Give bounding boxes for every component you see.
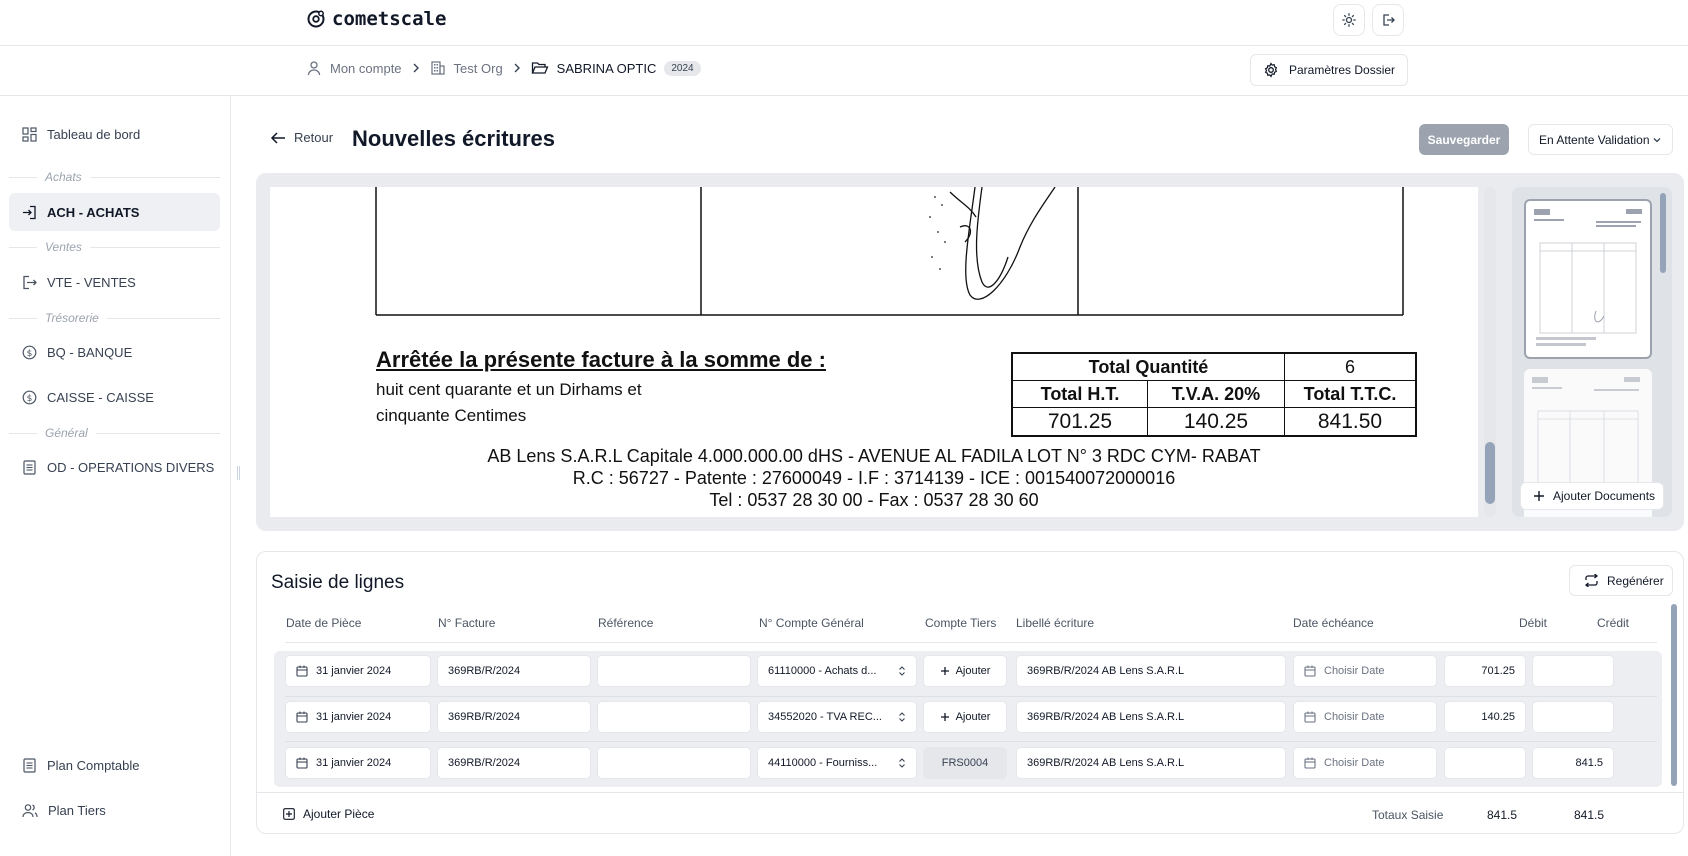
calendar-icon xyxy=(1304,711,1316,723)
sidebar-item-od[interactable] xyxy=(9,448,220,486)
sidebar-item-label: VTE - VENTES xyxy=(47,274,136,290)
invoice-values-row xyxy=(1013,408,1415,435)
sidebar-item-label: OD - OPERATIONS DIVERS xyxy=(47,459,215,475)
invoice-number-input[interactable]: 369RB/R/2024 xyxy=(437,747,591,779)
breadcrumb-org[interactable]: Test Org xyxy=(453,60,503,76)
account-select[interactable] xyxy=(757,747,917,779)
row-divider xyxy=(285,696,1657,697)
ht-value: 701.25 xyxy=(1013,408,1148,435)
reference-input[interactable] xyxy=(597,655,751,687)
breadcrumb xyxy=(306,60,701,76)
sidebar-resize-handle[interactable] xyxy=(237,466,240,480)
account-select[interactable] xyxy=(757,701,917,733)
plus-icon xyxy=(940,666,950,676)
chevron-updown-icon xyxy=(898,711,906,723)
sidebar-item-banque[interactable] xyxy=(9,333,220,371)
sidebar-item-label: CAISSE - CAISSE xyxy=(47,389,154,405)
sidebar xyxy=(0,96,231,856)
save-button[interactable]: Sauvegarder xyxy=(1419,124,1509,155)
chevron-right-icon xyxy=(410,62,422,74)
add-documents-button[interactable] xyxy=(1520,482,1664,510)
breadcrumb-dossier[interactable]: SABRINA OPTIC xyxy=(556,60,657,76)
plus-icon xyxy=(1533,490,1545,502)
date-picker[interactable] xyxy=(285,701,431,733)
breadcrumb-bar xyxy=(0,46,1688,96)
sidebar-item-caisse[interactable] xyxy=(9,378,220,416)
chevron-updown-icon xyxy=(898,757,906,769)
group-label: Ventes xyxy=(45,240,82,254)
ttc-value: 841.50 xyxy=(1317,409,1383,433)
add-tiers-label: Ajouter xyxy=(955,711,991,723)
invoice-grid-lines xyxy=(270,187,1478,327)
date-value: 31 janvier 2024 xyxy=(316,757,392,769)
date-value: 31 janvier 2024 xyxy=(316,665,392,677)
calendar-icon xyxy=(296,757,308,769)
add-tiers-label: Ajouter xyxy=(955,665,991,677)
date-picker[interactable] xyxy=(285,747,431,779)
sidebar-item-label: BQ - BANQUE xyxy=(47,344,133,360)
svg-text:$: $ xyxy=(26,348,33,359)
breadcrumb-account[interactable]: Mon compte xyxy=(330,60,402,76)
debit-input[interactable]: 701.25 xyxy=(1444,655,1526,687)
credit-input[interactable]: 841.5 xyxy=(1532,747,1614,779)
document-scrollbar-thumb[interactable] xyxy=(1485,442,1495,504)
sidebar-item-dashboard[interactable] xyxy=(9,115,220,153)
chevron-updown-icon xyxy=(898,665,906,677)
document-scrollbar[interactable] xyxy=(1484,187,1496,517)
column-header: Date de Pièce xyxy=(286,616,362,630)
account-value: 44110000 - Fourniss... xyxy=(768,757,878,769)
lines-scrollbar[interactable] xyxy=(1671,604,1677,786)
regenerate-label: Regénérer xyxy=(1607,573,1664,588)
tiers-code-badge[interactable]: FRS0004 xyxy=(923,747,1007,779)
sidebar-item-label: Plan Tiers xyxy=(48,802,106,818)
logout-icon xyxy=(22,275,37,290)
plus-icon xyxy=(940,712,950,722)
sidebar-group-tresorerie xyxy=(9,311,220,325)
back-button[interactable] xyxy=(270,130,333,145)
app-logo[interactable] xyxy=(306,8,446,30)
account-select[interactable] xyxy=(757,655,917,687)
column-header: Débit xyxy=(1518,616,1547,630)
sun-icon xyxy=(1342,13,1356,27)
column-header: Libellé écriture xyxy=(1016,616,1095,630)
lines-section xyxy=(256,551,1684,834)
back-label: Retour xyxy=(294,130,334,145)
status-value: En Attente Validation xyxy=(1539,132,1650,147)
invoice-totals-table xyxy=(1011,352,1417,437)
debit-input[interactable] xyxy=(1444,747,1526,779)
ht-label: Total H.T. xyxy=(1013,381,1148,407)
logo-text: cometscale xyxy=(332,8,447,30)
stamp-dots xyxy=(929,196,946,270)
dossier-settings-label: Paramètres Dossier xyxy=(1289,63,1396,77)
page-title: Nouvelles écritures xyxy=(352,126,555,151)
document-icon xyxy=(22,758,37,773)
ttc-label: Total T.T.C. xyxy=(1303,383,1397,404)
column-header: N° Facture xyxy=(438,616,496,630)
sidebar-item-label: Tableau de bord xyxy=(47,126,141,142)
building-icon xyxy=(430,60,446,76)
add-piece-button[interactable] xyxy=(283,807,374,821)
date-picker[interactable] xyxy=(285,655,431,687)
group-label: Général xyxy=(45,426,88,440)
due-date-placeholder: Choisir Date xyxy=(1324,757,1385,769)
invoice-footer xyxy=(270,445,1478,511)
theme-toggle-button[interactable] xyxy=(1333,4,1365,36)
invoice-amount-words xyxy=(376,347,826,429)
due-date-picker[interactable] xyxy=(1293,701,1437,733)
sidebar-item-plan-tiers[interactable] xyxy=(9,791,220,829)
document-thumbnail[interactable] xyxy=(1524,199,1652,359)
qty-label: Total Quantité xyxy=(1013,354,1285,380)
sidebar-group-general xyxy=(9,426,220,440)
due-date-picker[interactable] xyxy=(1293,655,1437,687)
dollar-circle-icon xyxy=(22,390,37,405)
folder-open-icon xyxy=(531,60,549,76)
top-bar xyxy=(0,0,1688,46)
qty-value: 6 xyxy=(1344,356,1355,377)
account-value: 61110000 - Achats d... xyxy=(768,665,877,677)
due-date-placeholder: Choisir Date xyxy=(1324,711,1385,723)
document-thumbnails xyxy=(1512,187,1672,517)
account-value: 34552020 - TVA REC... xyxy=(768,711,882,723)
calendar-icon xyxy=(1304,665,1316,677)
calendar-icon xyxy=(296,665,308,677)
sidebar-item-plan-comptable[interactable] xyxy=(9,746,220,784)
reference-input[interactable] xyxy=(597,747,751,779)
dossier-settings-button[interactable] xyxy=(1250,54,1408,86)
sidebar-item-label: Plan Comptable xyxy=(47,757,140,773)
invoice-footer-line: R.C : 56727 - Patente : 27600049 - I.F : 3714139 - ICE : 001540072000016 xyxy=(572,468,1176,488)
add-tiers-button[interactable] xyxy=(923,701,1007,733)
dashboard-icon xyxy=(22,127,37,142)
invoice-page xyxy=(270,187,1478,517)
invoice-footer-line: Tel : 0537 28 30 00 - Fax : 0537 28 30 60 xyxy=(709,490,1039,510)
sidebar-group-ventes xyxy=(9,240,220,254)
login-icon xyxy=(22,205,37,220)
logo-icon xyxy=(306,9,326,29)
credit-input[interactable] xyxy=(1532,655,1614,687)
tva-label: T.V.A. 20% xyxy=(1148,381,1285,407)
column-header: Compte Tiers xyxy=(925,616,997,630)
gear-icon xyxy=(1263,62,1279,78)
total-credit: 841.5 xyxy=(1573,808,1604,822)
invoice-footer-line: AB Lens S.A.R.L Capitale 4.000.000.00 dHS - AVENUE AL FADILA LOT N° 3 RDC CYM- RABAT xyxy=(487,446,1261,466)
due-date-placeholder: Choisir Date xyxy=(1324,665,1385,677)
lines-title: Saisie de lignes xyxy=(271,572,405,593)
invoice-qty-row xyxy=(1013,354,1415,381)
column-header: N° Compte Général xyxy=(759,616,864,630)
svg-text:$: $ xyxy=(26,393,33,404)
invoice-labels-row xyxy=(1013,381,1415,408)
date-value: 31 janvier 2024 xyxy=(316,711,392,723)
group-label: Achats xyxy=(45,170,82,184)
document-viewer xyxy=(256,173,1684,531)
totals-label: Totaux Saisie xyxy=(1372,808,1444,822)
label-input[interactable]: 369RB/R/2024 AB Lens S.A.R.L xyxy=(1016,701,1286,733)
row-divider xyxy=(285,741,1657,742)
label-input[interactable]: 369RB/R/2024 AB Lens S.A.R.L xyxy=(1016,747,1286,779)
column-header: Date échéance xyxy=(1293,616,1374,630)
column-header: Crédit xyxy=(1596,616,1629,630)
thumbnail-preview xyxy=(1526,201,1650,357)
calendar-icon xyxy=(296,711,308,723)
due-date-picker[interactable] xyxy=(1293,747,1437,779)
chevron-down-icon xyxy=(1652,135,1662,145)
reference-input[interactable] xyxy=(597,701,751,733)
sidebar-group-achats xyxy=(9,170,220,184)
add-documents-label: Ajouter Documents xyxy=(1553,489,1656,503)
invoice-sum-words-line: cinquante Centimes xyxy=(376,406,527,425)
dollar-circle-icon xyxy=(22,345,37,360)
plus-square-icon xyxy=(283,808,295,820)
debit-input[interactable]: 140.25 xyxy=(1444,701,1526,733)
invoice-number-input[interactable]: 369RB/R/2024 xyxy=(437,655,591,687)
logout-button[interactable] xyxy=(1372,4,1404,36)
year-badge: 2024 xyxy=(664,61,700,76)
add-tiers-button[interactable] xyxy=(923,655,1007,687)
calendar-icon xyxy=(1304,757,1316,769)
invoice-sum-words xyxy=(376,377,826,429)
invoice-number-input[interactable]: 369RB/R/2024 xyxy=(437,701,591,733)
chevron-right-icon xyxy=(511,62,523,74)
invoice-sum-title: Arrêtée la présente facture à la somme de : xyxy=(376,347,826,372)
signature-drawing xyxy=(950,187,1055,299)
sidebar-item-label: ACH - ACHATS xyxy=(47,204,140,220)
refresh-icon xyxy=(1584,574,1599,587)
footer-divider xyxy=(257,792,1683,793)
label-input[interactable]: 369RB/R/2024 AB Lens S.A.R.L xyxy=(1016,655,1286,687)
total-debit: 841.5 xyxy=(1486,808,1517,822)
thumbnails-scrollbar[interactable] xyxy=(1660,193,1666,273)
add-piece-label: Ajouter Pièce xyxy=(303,807,375,821)
arrow-left-icon xyxy=(270,131,286,145)
sidebar-item-ventes[interactable] xyxy=(9,263,220,301)
tva-value: 140.25 xyxy=(1148,408,1285,435)
invoice-sum-words-line: huit cent quarante et un Dirhams et xyxy=(376,380,642,399)
group-label: Trésorerie xyxy=(45,311,99,325)
header-divider xyxy=(285,642,1657,643)
document-icon xyxy=(22,460,37,475)
regenerate-button[interactable] xyxy=(1569,565,1673,596)
logout-icon xyxy=(1381,13,1395,27)
column-header: Référence xyxy=(598,616,654,630)
credit-input[interactable] xyxy=(1532,701,1614,733)
status-select[interactable] xyxy=(1528,124,1673,155)
users-icon xyxy=(22,803,38,818)
sidebar-item-achats[interactable] xyxy=(9,193,220,231)
user-icon xyxy=(306,60,322,76)
